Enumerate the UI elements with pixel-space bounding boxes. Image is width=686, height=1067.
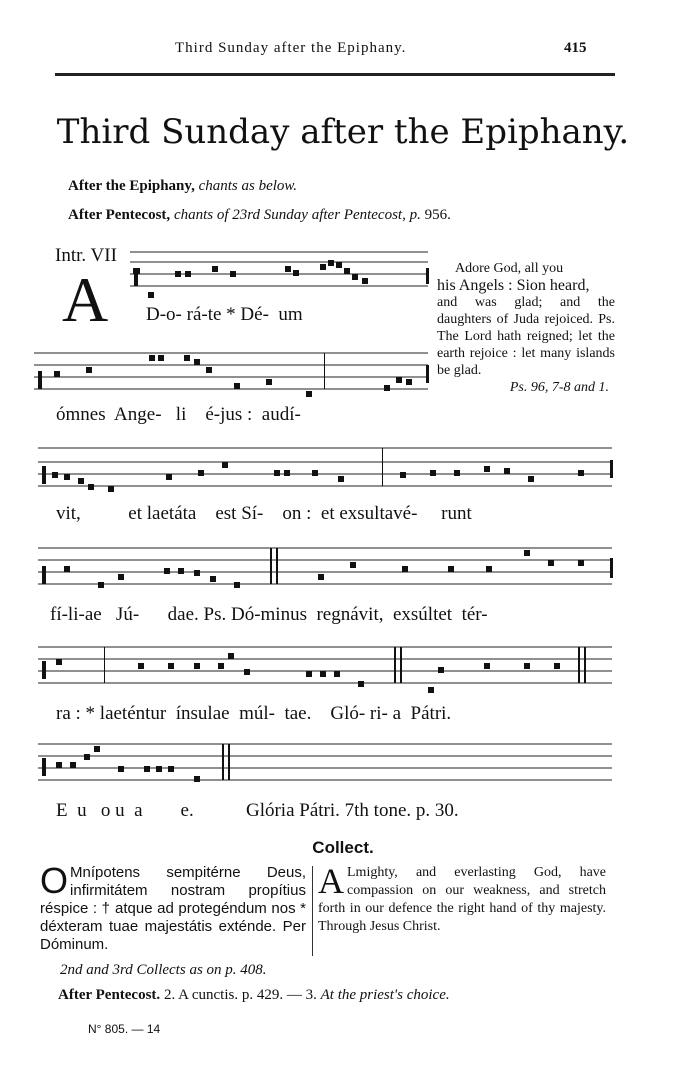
translation-line-2: his Angels : Sion heard, [437, 277, 590, 294]
pentecost-note-bold: After Pentecost, [68, 207, 171, 223]
lyric-line-5: ra : * laeténtur ínsulae múl- tae. Gló- ri- a Pátri. [56, 703, 452, 724]
staff-3 [38, 440, 614, 500]
epiphany-note-italic: chants as below. [198, 178, 298, 194]
staff-1 [130, 248, 430, 294]
lyric-line-1: D-o- rá-te * Dé- um [146, 304, 303, 325]
pentecost-collects-note [58, 987, 450, 1004]
translation-line-1: Adore God, all you [455, 261, 564, 276]
pentecost-collects-text: 2. A cunctis. p. 429. — 3. [163, 987, 317, 1003]
collect-heading: Collect. [312, 838, 374, 857]
header-rule [55, 73, 615, 76]
latin-text: Mnípotens sempitérne Deus, infirmitátem nostram propítius réspice : † atque ad protegéndum nos * déxteram tuae majestátis exténde. Per Dóminum. [40, 864, 306, 953]
collect-divider [312, 866, 313, 956]
staff-5 [38, 643, 614, 699]
lyric-line-3: vit, et laetáta est Sí- on : et exsultavé- runt [56, 503, 472, 524]
collect-english [318, 861, 606, 936]
lyric-line-2: ómnes Ange- li é-jus : audí- [56, 404, 301, 425]
staff-4 [38, 544, 614, 600]
lyric-line-6: E u o u a e. Glória Pátri. 7th tone. p. 30. [56, 800, 459, 821]
printer-mark: N° 805. — 14 [88, 1022, 161, 1036]
other-collects-note: 2nd and 3rd Collects as on p. 408. [60, 962, 267, 978]
psalm-reference: Ps. 96, 7-8 and 1. [509, 380, 609, 395]
staff-6 [38, 740, 614, 796]
pentecost-note [68, 207, 451, 224]
introit-translation [437, 260, 615, 396]
epiphany-note [68, 178, 297, 195]
pentecost-collects-italic: At the priest's choice. [320, 987, 450, 1003]
pentecost-note-italic: chants of 23rd Sunday after Pentecost, p. [173, 207, 421, 223]
running-header: Third Sunday after the Epiphany. [175, 40, 407, 56]
epiphany-note-bold: After the Epiphany, [68, 178, 195, 194]
english-text: Lmighty, and everlasting God, have compassion on our weakness, and stretch forth in our defence the right hand of thy majesty. Through Jesus Christ. [318, 865, 606, 934]
pentecost-collects-bold: After Pentecost. [58, 987, 161, 1003]
pentecost-note-page: 956. [424, 207, 451, 223]
staff-2 [34, 345, 430, 405]
page-title: Third Sunday after the Epiphany. [56, 112, 630, 152]
collect-latin [40, 860, 306, 954]
introit-initial: A [62, 264, 109, 335]
introit-label: Intr. VII [55, 245, 117, 266]
english-initial: A [318, 861, 344, 901]
translation-body: and was glad; and the daughters of Juda rejoiced. Ps. The Lord hath reigned; let the earth rejoice : let many islands be glad. [437, 295, 615, 378]
lyric-line-4: fí-li-ae Jú- dae. Ps. Dó-minus regnávit, exsúltet tér- [50, 604, 488, 625]
page-number: 415 [564, 40, 587, 56]
latin-initial: O [40, 860, 69, 901]
